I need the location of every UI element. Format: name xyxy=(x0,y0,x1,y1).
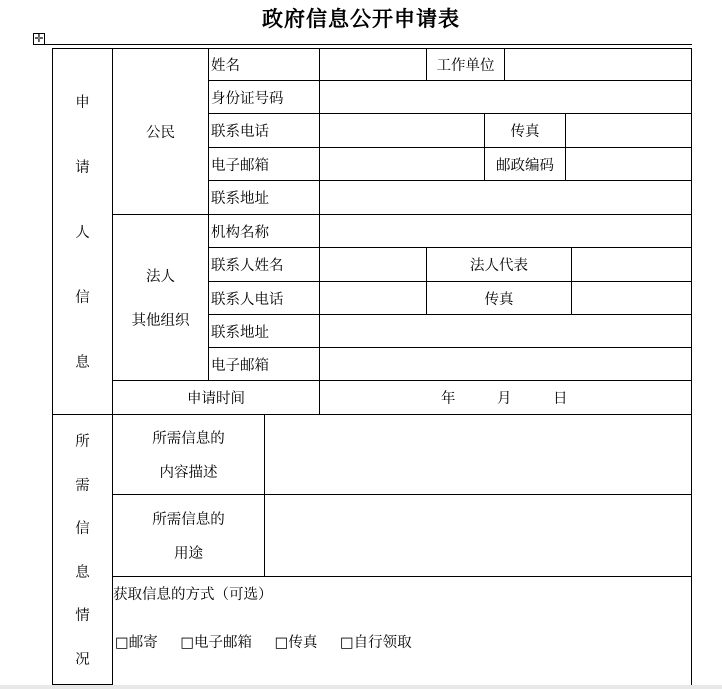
contact-phone-label: 联系人电话 xyxy=(209,282,320,315)
fax-label: 传真 xyxy=(485,114,566,148)
section-char: 息 xyxy=(75,564,90,581)
legal-rep-field[interactable] xyxy=(572,248,692,282)
org-address-field[interactable] xyxy=(320,315,692,348)
day-label: 日 xyxy=(553,391,568,407)
org-address-label: 联系地址 xyxy=(209,315,320,348)
content-description-label: 所需信息的 内容描述 xyxy=(113,415,265,495)
org-fax-field[interactable] xyxy=(572,282,692,315)
section-char: 请 xyxy=(75,160,90,176)
option-mail-checkbox[interactable]: □邮寄 xyxy=(115,635,158,651)
org-fax-label: 传真 xyxy=(427,282,572,315)
id-number-field[interactable] xyxy=(320,81,692,114)
work-unit-label: 工作单位 xyxy=(427,48,505,81)
fax-field[interactable] xyxy=(566,114,692,148)
section-char: 信 xyxy=(75,290,90,306)
org-email-label: 电子邮箱 xyxy=(209,348,320,381)
contact-phone-field[interactable] xyxy=(320,282,427,315)
option-fax-checkbox[interactable]: □传真 xyxy=(274,635,318,651)
org-name-label: 机构名称 xyxy=(209,215,320,248)
section-char: 息 xyxy=(75,355,90,371)
section-char: 人 xyxy=(75,225,90,241)
applicant-info-section-label xyxy=(52,48,113,415)
email-field[interactable] xyxy=(320,148,485,181)
postcode-field[interactable] xyxy=(566,148,692,181)
acquisition-method-cell xyxy=(113,577,692,685)
name-label: 姓名 xyxy=(209,48,320,81)
section-char: 所 xyxy=(75,434,90,451)
address-field[interactable] xyxy=(320,181,692,215)
purpose-label: 所需信息的 用途 xyxy=(113,495,265,577)
org-email-field[interactable] xyxy=(320,348,692,381)
table-top-border xyxy=(45,44,692,45)
apply-time-field[interactable] xyxy=(320,381,692,415)
section-char: 需 xyxy=(75,477,90,494)
option-email-checkbox[interactable]: □电子邮箱 xyxy=(180,635,253,651)
option-self-pickup-checkbox[interactable]: □自行领取 xyxy=(339,635,412,651)
section-char: 信 xyxy=(75,521,90,538)
name-field[interactable] xyxy=(320,48,427,81)
section-char: 申 xyxy=(75,95,90,111)
purpose-field[interactable] xyxy=(265,495,692,577)
month-label: 月 xyxy=(497,391,512,407)
organization-group-label: 法人 其他组织 xyxy=(113,215,209,381)
table-move-handle-icon[interactable]: ✛ xyxy=(34,32,44,45)
legal-rep-label: 法人代表 xyxy=(427,248,572,282)
work-unit-field[interactable] xyxy=(505,48,692,81)
section-char: 况 xyxy=(75,651,90,668)
citizen-group-label: 公民 xyxy=(113,48,209,215)
contact-name-field[interactable] xyxy=(320,248,427,282)
org-name-field[interactable] xyxy=(320,215,692,248)
id-number-label: 身份证号码 xyxy=(209,81,320,114)
page-bottom-edge xyxy=(0,685,722,689)
year-label: 年 xyxy=(441,391,456,407)
acquisition-method-label: 获取信息的方式（可选） xyxy=(113,587,273,603)
acquisition-options xyxy=(115,631,430,652)
info-needed-section-label xyxy=(52,415,113,685)
phone-field[interactable] xyxy=(320,114,485,148)
content-description-field[interactable] xyxy=(265,415,692,495)
contact-name-label: 联系人姓名 xyxy=(209,248,320,282)
email-label: 电子邮箱 xyxy=(209,148,320,181)
form-title: 政府信息公开申请表 xyxy=(262,7,460,31)
phone-label: 联系电话 xyxy=(209,114,320,148)
section-char: 情 xyxy=(75,608,90,625)
apply-time-label: 申请时间 xyxy=(113,381,320,415)
postcode-label: 邮政编码 xyxy=(485,148,566,181)
address-label: 联系地址 xyxy=(209,181,320,215)
